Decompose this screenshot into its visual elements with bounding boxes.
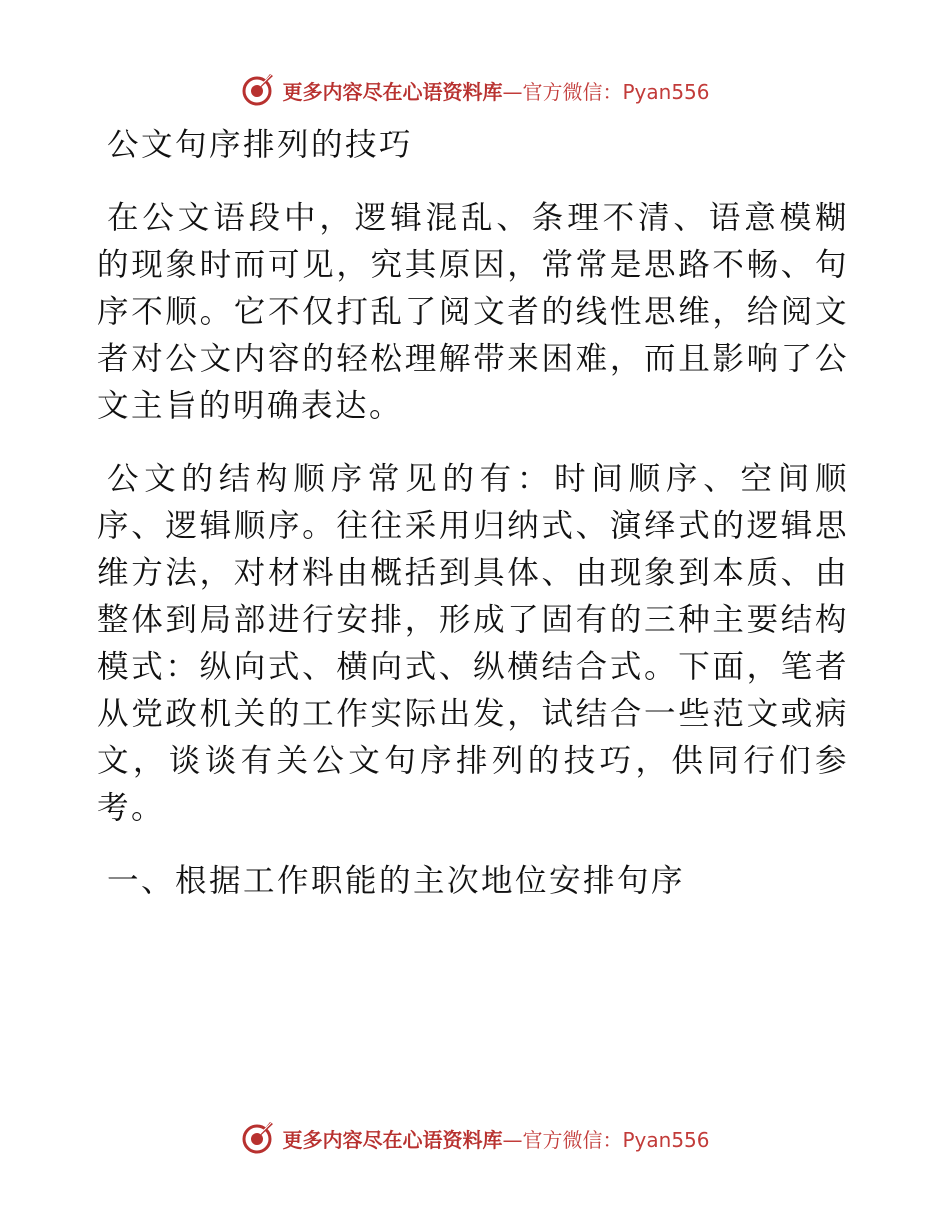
quill-circle-icon xyxy=(240,72,276,108)
footer-banner-wechat: Pyan556 xyxy=(622,1127,710,1152)
header-banner-official: 官方微信： xyxy=(522,79,623,104)
paragraph-2: 公文的结构顺序常见的有：时间顺序、空间顺序、逻辑顺序。往往采用归纳式、演绎式的逻辑思维方法，对材料由概括到具体、由现象到本质、由整体到局部进行安排，形成了固有的三种主要结构模式：纵向式、横向式、纵横结合式。下面，笔者从党政机关的工作实际出发，试结合一些范文或病文，谈谈有关公文句序排列的技巧，供同行们参考。 xyxy=(97,461,849,826)
document-body xyxy=(97,122,849,905)
footer-banner-text xyxy=(282,1124,709,1153)
header-banner-text xyxy=(282,76,709,105)
document-title: 公文句序排列的技巧 xyxy=(107,127,414,163)
header-banner-main: 更多内容尽在心语资料库 xyxy=(282,79,503,104)
header-banner-wechat: Pyan556 xyxy=(622,79,710,104)
header-banner xyxy=(0,70,950,110)
section-heading-1: 一、根据工作职能的主次地位安排句序 xyxy=(107,863,686,899)
paragraph-1: 在公文语段中，逻辑混乱、条理不清、语意模糊的现象时而可见，究其原因，常常是思路不畅、句序不顺。它不仅打乱了阅文者的线性思维，给阅文者对公文内容的轻松理解带来困难，而且影响了公文主旨的明确表达。 xyxy=(97,200,849,424)
quill-circle-icon xyxy=(240,1120,276,1156)
footer-banner-separator: — xyxy=(502,1127,523,1152)
footer-banner xyxy=(0,1118,950,1158)
footer-banner-main: 更多内容尽在心语资料库 xyxy=(282,1127,503,1152)
footer-banner-official: 官方微信： xyxy=(522,1127,623,1152)
header-banner-separator: — xyxy=(502,79,523,104)
